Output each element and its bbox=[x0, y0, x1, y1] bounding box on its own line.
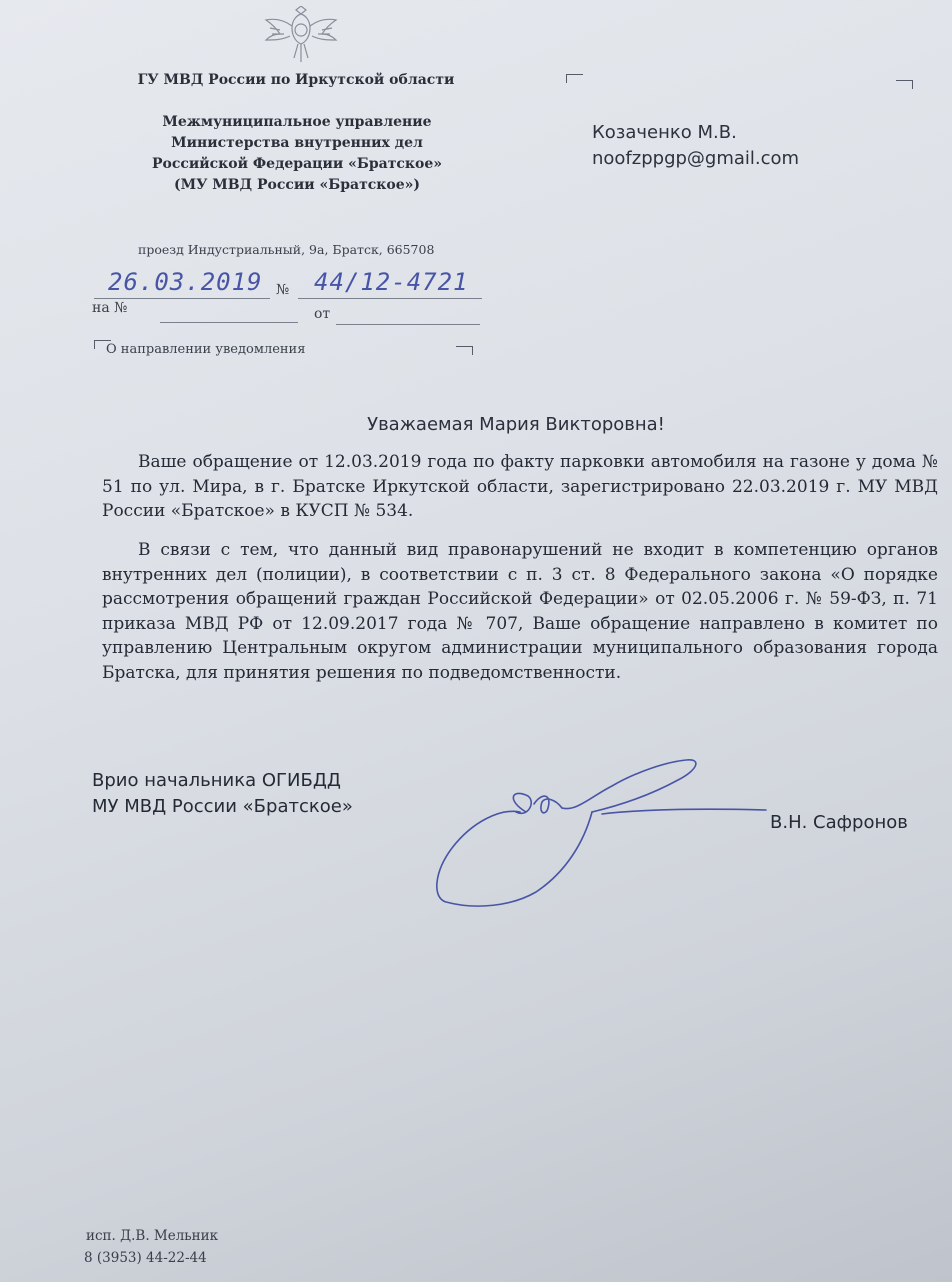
eagle-emblem-icon bbox=[262, 6, 340, 64]
signer-position bbox=[92, 768, 353, 820]
signer-name: В.Н. Сафронов bbox=[770, 812, 908, 833]
paragraph: Ваше обращение от 12.03.2019 года по факту парковки автомобиля на газоне у дома № 51 по ул. Мира, в г. Братске Иркутской области, зарегистрировано 22.03.2019 г. МУ МВД России «Братское» в КУСП № 534. bbox=[102, 452, 938, 521]
org-line: Министерства внутренних дел bbox=[171, 135, 423, 151]
from-underline bbox=[336, 324, 480, 325]
handwritten-signature bbox=[416, 752, 776, 912]
org-line: Межмуниципальное управление bbox=[162, 114, 432, 130]
number-underline bbox=[298, 298, 482, 299]
greeting: Уважаемая Мария Викторовна! bbox=[367, 414, 665, 435]
registration-number: 44/12-4721 bbox=[314, 268, 469, 296]
from-label: от bbox=[314, 306, 331, 322]
recipient-bracket-left bbox=[566, 74, 583, 83]
organization-name bbox=[112, 112, 482, 196]
registration-date: 26.03.2019 bbox=[108, 268, 263, 296]
org-address: проезд Индустриальный, 9а, Братск, 665708 bbox=[138, 242, 435, 257]
ref-label: на № bbox=[92, 300, 128, 316]
executor-phone: 8 (3953) 44-22-44 bbox=[84, 1250, 207, 1266]
executor: исп. Д.В. Мельник bbox=[86, 1228, 219, 1244]
number-label: № bbox=[276, 282, 290, 298]
ministry-name: ГУ МВД России по Иркутской области bbox=[137, 72, 455, 88]
date-underline bbox=[94, 298, 270, 299]
subject-bracket-right bbox=[456, 346, 473, 355]
position-line: Врио начальника ОГИБДД bbox=[92, 770, 341, 791]
recipient-bracket-right bbox=[896, 80, 913, 89]
paragraph: В связи с тем, что данный вид правонарушений не входит в компетенцию органов внутренних дел (полиции), в соответствии с п. 3 ст. 8 Федерального закона «О порядке рассмотрения обращений граждан Российской Федерации» от 02.05.2006 г. № 59-ФЗ, п. 71 приказа МВД РФ от 12.09.2017 года № 707, Ваше обращение направлено в комитет по управлению Центральным округом администрации муниципального образования города Братска, для принятия решения по подведомственности. bbox=[102, 540, 938, 683]
position-line: МУ МВД России «Братское» bbox=[92, 796, 353, 817]
org-line: Российской Федерации «Братское» bbox=[151, 156, 443, 172]
ref-underline bbox=[160, 322, 298, 323]
subject-line: О направлении уведомления bbox=[106, 342, 306, 357]
recipient-email: noofzppgp@gmail.com bbox=[592, 148, 800, 169]
recipient-name: Козаченко М.В. bbox=[592, 122, 737, 143]
org-line: (МУ МВД России «Братское») bbox=[173, 177, 421, 193]
